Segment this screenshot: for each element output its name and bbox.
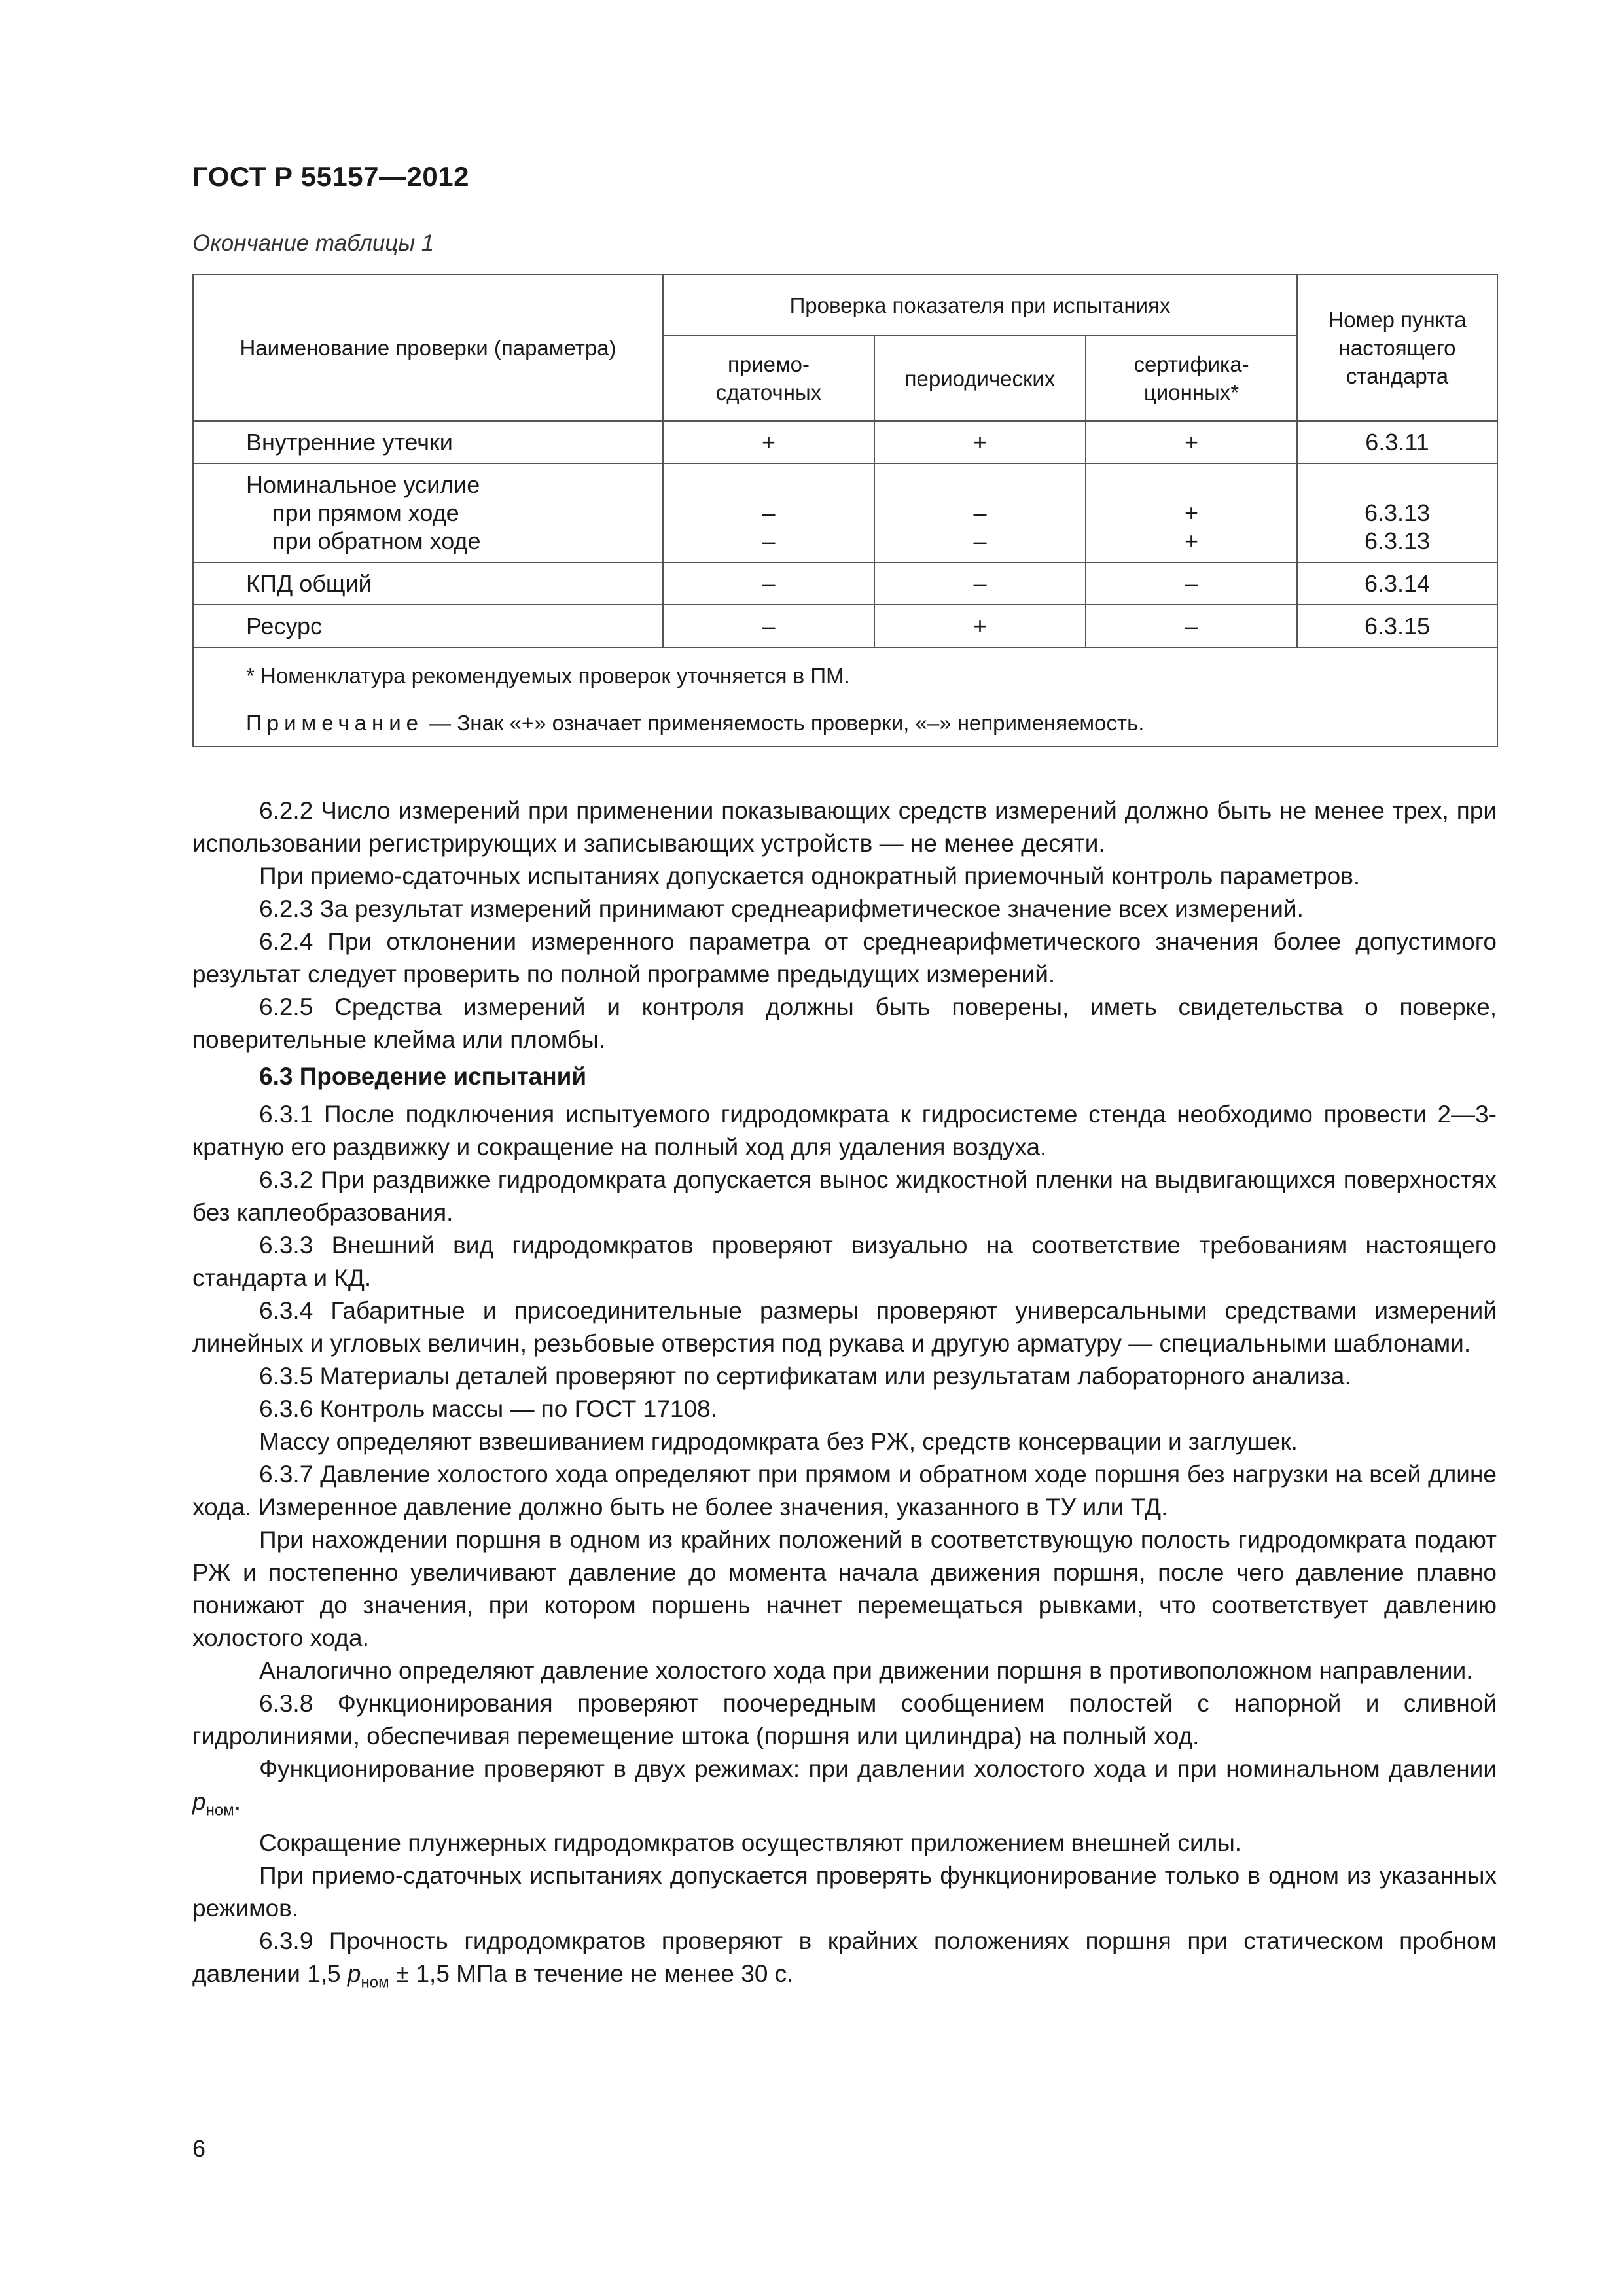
row-cell-c1: – – <box>663 463 874 562</box>
note-text: — Знак «+» означает применяемость проверки, «–» неприменяемость. <box>423 711 1145 735</box>
row-cell-c2: – – <box>874 463 1086 562</box>
body-text <box>192 795 1497 2000</box>
paragraph: 6.2.5 Средства измерений и контроля должны быть поверены, иметь свидетельства о поверке, поверительные клейма или пломбы. <box>192 994 1497 1053</box>
row-cell-c3: – <box>1086 605 1297 647</box>
row-cell-ref: 6.3.14 <box>1297 562 1497 605</box>
row-name: КПД общий <box>193 562 663 605</box>
paragraph: 6.3.8 Функционирования проверяют поочередным сообщением полостей с напорной и сливной гидролиниями, обеспечивая перемещение штока (поршня или цилиндра) на полный ход. <box>192 1690 1497 1749</box>
row-cell-c2: + <box>874 421 1086 463</box>
footnote: * Номенклатура рекомендуемых проверок уточняется в ПМ. <box>246 664 850 688</box>
table-row <box>193 463 1497 562</box>
row-cell-ref: 6.3.11 <box>1297 421 1497 463</box>
table-notes <box>193 647 1497 747</box>
row-name: Внутренние утечки <box>193 421 663 463</box>
header-acceptance: приемо- сдаточных <box>663 336 874 421</box>
row-cell-ref: 6.3.13 6.3.13 <box>1297 463 1497 562</box>
paragraph: Аналогично определяют давление холостого хода при движении поршня в противоположном направлении. <box>259 1657 1473 1684</box>
paragraph: 6.2.4 При отклонении измеренного параметра от среднеарифметического значения более допустимого результат следует проверить по полной программе предыдущих измерений. <box>192 928 1497 988</box>
table-note <box>246 709 1497 737</box>
checks-table <box>192 274 1498 747</box>
document-header: ГОСТ Р 55157—2012 <box>192 161 469 192</box>
row-cell-ref: 6.3.15 <box>1297 605 1497 647</box>
paragraph: 6.3.7 Давление холостого хода определяют при прямом и обратном ходе поршня без нагрузки на всей длине хода. Измеренное давление должно быть не более значения, указанного в ТУ или ТД. <box>192 1461 1497 1520</box>
paragraph: 6.3.5 Материалы деталей проверяют по сертификатам или результатам лабораторного анализа. <box>259 1363 1351 1390</box>
row-cell-c1: – <box>663 605 874 647</box>
paragraph: 6.2.2 Число измерений при применении показывающих средств измерений должно быть не менее трех, при использовании регистрирующих и записывающих устройств — не менее десяти. <box>192 797 1497 857</box>
paragraph-strength: 6.3.9 Прочность гидродомкратов проверяют в крайних положениях поршня при статическом пробном давлении 1,5 $p_{ном} \pm 1,5$ МПа в течение не менее 30 с. <box>192 1928 1497 1992</box>
row-cell-c3: + <box>1086 421 1297 463</box>
paragraph: При приемо-сдаточных испытаниях допускается однократный приемочный контроль параметров. <box>259 863 1361 889</box>
paragraph: 6.3.6 Контроль массы — по ГОСТ 17108. <box>259 1395 717 1422</box>
paragraph: Массу определяют взвешиванием гидродомкрата без РЖ, средств консервации и заглушек. <box>259 1428 1298 1455</box>
paragraph: 6.2.3 За результат измерений принимают среднеарифметическое значение всех измерений. <box>259 895 1304 922</box>
row-cell-c1: + <box>663 421 874 463</box>
table-row <box>193 605 1497 647</box>
table-row <box>193 562 1497 605</box>
header-certification: сертифика- ционных* <box>1086 336 1297 421</box>
header-periodic: периодических <box>874 336 1086 421</box>
header-group: Проверка показателя при испытаниях <box>663 274 1297 336</box>
header-name: Наименование проверки (параметра) <box>193 274 663 421</box>
paragraph: При приемо-сдаточных испытаниях допускается проверять функционирование только в одном из указанных режимов. <box>192 1862 1497 1922</box>
paragraph: 6.3.2 При раздвижке гидродомкрата допускается вынос жидкостной пленки на выдвигающихся поверхностях без каплеобразования. <box>192 1166 1497 1226</box>
table-caption: Окончание таблицы 1 <box>192 230 435 256</box>
page-number: 6 <box>192 2135 206 2162</box>
paragraph-nominal-pressure: Функционирование проверяют в двух режимах: при давлении холостого хода и при номинальном давлении $p_{ном}$. <box>192 1755 1497 1820</box>
row-name: Номинальное усилие при прямом ходе при обратном ходе <box>193 463 663 562</box>
table-body <box>193 421 1497 647</box>
note-label: Примечание <box>246 711 424 735</box>
section-heading: 6.3 Проведение испытаний <box>259 1063 587 1090</box>
row-cell-c3: + + <box>1086 463 1297 562</box>
paragraph: 6.3.4 Габаритные и присоединительные размеры проверяют универсальными средствами измерений линейных и угловых величин, резьбовые отверстия под рукава и другую арматуру — специальными шаблонами. <box>192 1297 1497 1357</box>
header-ref: Номер пункта настоящего стандарта <box>1297 274 1497 421</box>
paragraph: Сокращение плунжерных гидродомкратов осуществляют приложением внешней силы. <box>259 1829 1242 1857</box>
row-cell-c2: – <box>874 562 1086 605</box>
paragraph: 6.3.3 Внешний вид гидродомкратов проверяют визуально на соответствие требованиям настоящего стандарта и КД. <box>192 1232 1497 1291</box>
paragraph: 6.3.1 После подключения испытуемого гидродомкрата к гидросистеме стенда необходимо провести 2—3-кратную его раздвижку и сокращение на полный ход для удаления воздуха. <box>192 1101 1497 1160</box>
table-row <box>193 421 1497 463</box>
row-name: Ресурс <box>193 605 663 647</box>
row-cell-c2: + <box>874 605 1086 647</box>
row-cell-c1: – <box>663 562 874 605</box>
row-cell-c3: – <box>1086 562 1297 605</box>
paragraph: При нахождении поршня в одном из крайних положений в соответствующую полость гидродомкрата подают РЖ и постепенно увеличивают давление до момента начала движения поршня, после чего давление плавно понижают до значения, при котором поршень начнет перемещаться рывками, что соответствует давлению холостого хода. <box>192 1526 1497 1651</box>
